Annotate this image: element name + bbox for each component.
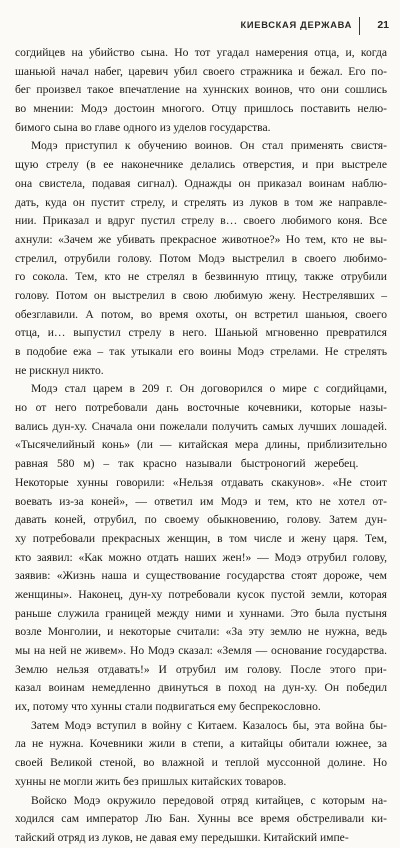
running-head: КИЕВСКАЯ ДЕРЖАВА <box>240 20 352 30</box>
page-header <box>0 15 400 37</box>
text-line: щую стрелу (в ее наконечнике делались отверстия, и при выстреле <box>15 158 387 172</box>
text-line: Землю нельзя отдавать!» И отрубил им голову. После этого при- <box>15 662 387 676</box>
text-line: обезглавили. А потом, во время охоты, он встретил шаньюя, своего <box>15 307 387 321</box>
text-line: не рискнул никто. <box>15 363 104 377</box>
text-line: отца, и… выпустил стрелу в него. Шаньюй мгновенно превратился <box>15 326 387 340</box>
text-line: бег произвел такое впечатление на хуннских воинов, что они сошлись <box>15 83 387 97</box>
text-line: согдийцев на убийство сына. Но тот угадал намерения отца, и, когда <box>15 46 387 59</box>
text-line: Некоторые хунны говорили: «Нельзя отдавать скакунов». «Не стоит <box>15 475 387 489</box>
text-line: кто заявил: «Как можно отдать наших жен!» — Модэ отрубил голову, <box>15 550 387 564</box>
text-line: ахнули: «Зачем же убивать прекрасное животное?» Но тем, кто не вы- <box>15 232 387 246</box>
text-line: «Тысячелийный конь» (ли — китайская мера длины, приблизительно <box>15 438 387 452</box>
text-line: но от него потребовали дань восточные кочевники, которые назы- <box>15 401 387 415</box>
text-line: Войско Модэ окружило передовой отряд китайцев, с которым на- <box>31 793 387 807</box>
text-line: Затем Модэ вступил в войну с Китаем. Казалось бы, эта война бы- <box>31 718 387 732</box>
text-line: женщины». Наконец, дун-ху потребовали кусок пустой земли, которая <box>15 587 387 601</box>
text-line: их, потому что хунны стали подвигаться ему беспрекословно. <box>15 700 321 714</box>
text-line: Модэ стал царем в 209 г. Он договорился о мире с согдийцами, <box>31 382 387 396</box>
text-line: стрелил, отрубили голову. Потом Модэ выстрелил в своего любимо- <box>15 251 387 265</box>
text-line: раньше служила границей между ними и хуннами. Это была пустыня <box>15 606 387 620</box>
text-line: Модэ приступил к обучению воинов. Он стал применять свистя- <box>31 139 387 153</box>
text-line: ходился сам император Лю Бан. Хунны все время обстреливали ки- <box>15 812 387 826</box>
text-line: голову. Потом он выстрелил в свою любимую жену. Нестрелявших – <box>15 288 387 302</box>
text-line: своей Великой стеной, во влажной и теплой муссонной долине. Но <box>15 756 387 770</box>
text-line: мы на ней не живем». Но Модэ сказал: «Земля — основание государства. <box>15 644 387 657</box>
header-divider <box>359 17 360 35</box>
text-line: возле Монголии, и некоторые считали: «За эту землю не нужна, ведь <box>15 625 387 639</box>
body-text <box>15 44 387 848</box>
text-line: го сокола. Тем, кто не стрелял в безвинную птицу, также отрубили <box>15 270 387 284</box>
text-line: бимого сына во главе одного из уделов государства. <box>15 120 271 134</box>
text-line: ху потребовали прекрасных женщин, в том числе и жену царя. Тем, <box>15 531 387 545</box>
text-line: шаньюй начал набег, царевич убил своего стражника и бежал. Его по- <box>15 64 387 78</box>
text-line: давать коней, отрубил, по своему обыкновению, голову. Затем дун- <box>15 513 387 527</box>
text-line: равная 580 м) – так красно называли быстроногий жеребец. <box>15 457 359 471</box>
text-line: ла не нужна. Кочевники жили в степи, а китайцы обитали южнее, за <box>15 737 387 751</box>
text-line: в подобие ежа – так утыкали его воины Модэ стрелами. Не стрелять <box>15 345 387 358</box>
text-line: тайский отряд из луков, не давая ему передышки. Китайский импе- <box>15 830 349 844</box>
text-line: хунны не могли жить без пришлых китайских товаров. <box>15 774 287 788</box>
text-line: во мнении: Модэ достоин многого. Отцу пришлось поставить нелю- <box>15 102 387 116</box>
text-line: дать, куда он пустит стрелу, и стрелять из луков в том же направле- <box>15 195 387 209</box>
text-line: казал воинам немедленно двинуться в поход на дун-ху. Он победил <box>15 681 387 695</box>
text-line: заявив: «Жизнь наша и существование государства стоят дороже, чем <box>15 569 387 583</box>
page-number: 21 <box>377 19 389 31</box>
text-line: вались дун-ху. Сначала они пожелали получить самых лучших лошадей. <box>15 419 387 433</box>
text-line: нии. Приказал и вдруг пустил стрелу в… своего любимого коня. Все <box>15 214 387 228</box>
text-line: воевать из-за коней», — ответил им Модэ и тем, кто не хотел от- <box>15 494 387 508</box>
text-line: она свистела, подавая сигнал). Однажды он приказал воинам наблю- <box>15 176 387 190</box>
